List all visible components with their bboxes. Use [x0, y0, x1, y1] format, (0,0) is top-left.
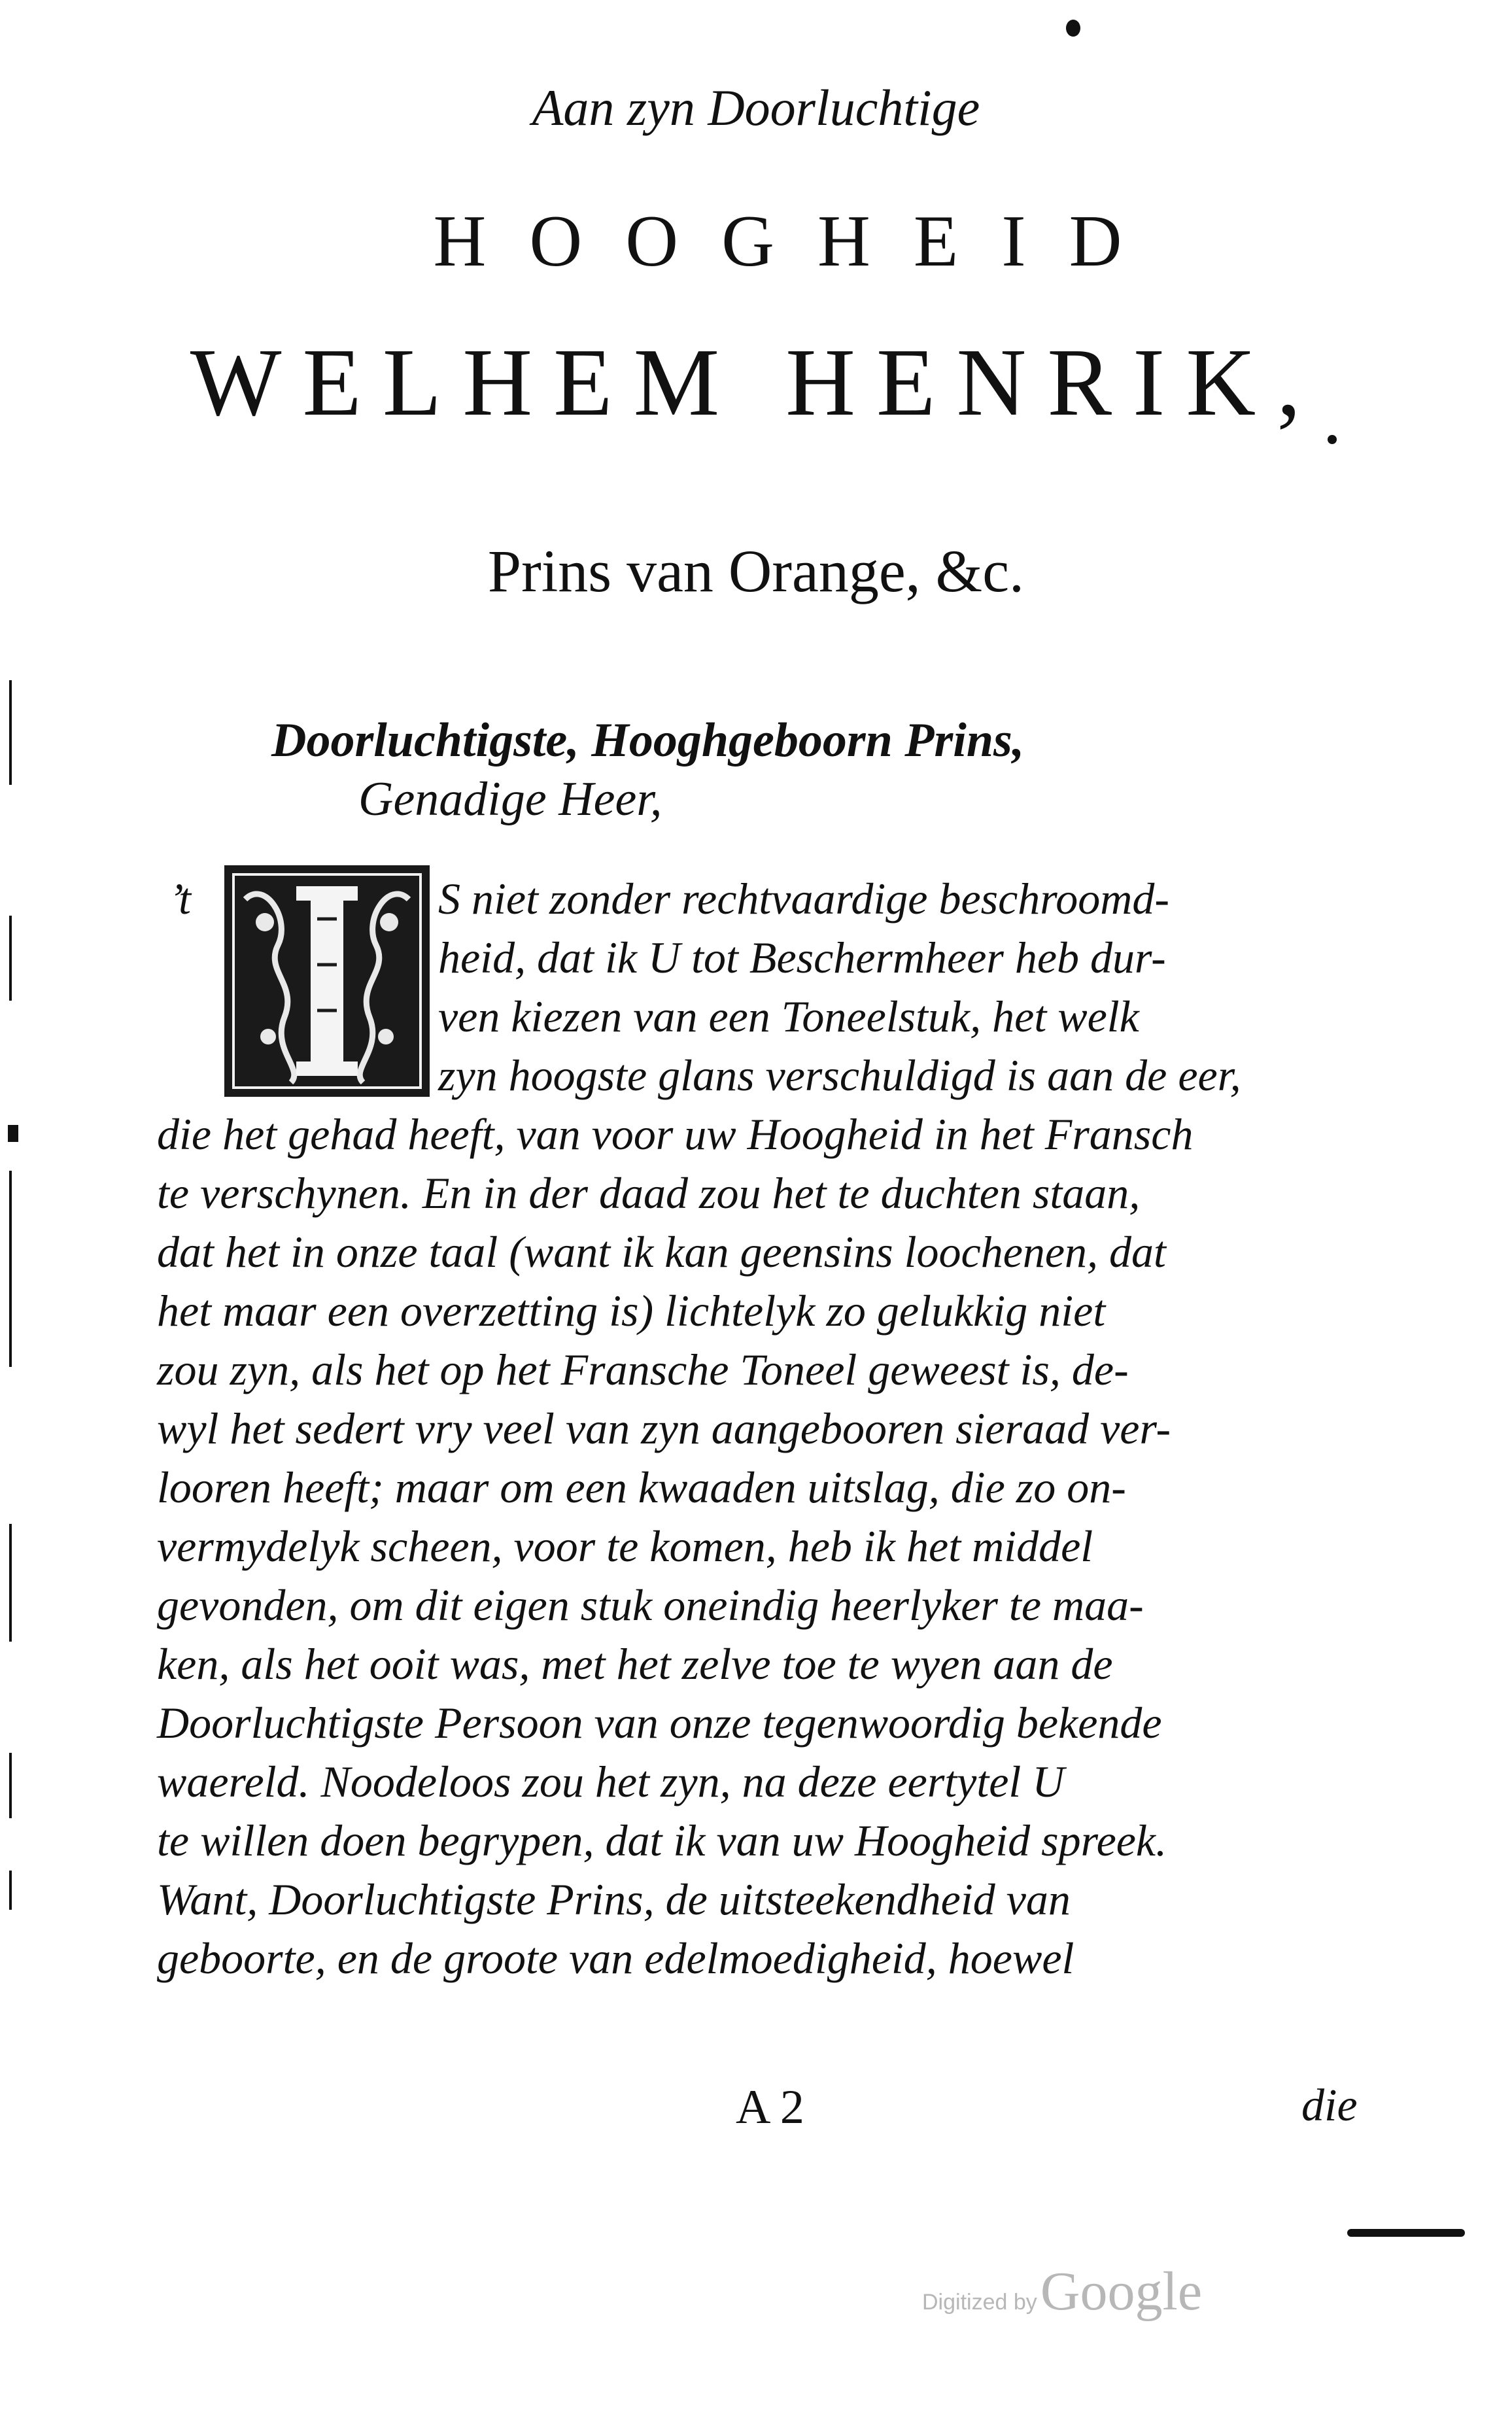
- body-line: S niet zonder rechtvaardige beschroomd-: [438, 874, 1169, 923]
- salutation-line-2: Genadige Heer,: [358, 772, 662, 826]
- body-line: ken, als het ooit was, met het zelve toe te wyen aan de: [157, 1639, 1113, 1689]
- margin-mark: [9, 916, 12, 1001]
- body-line: vermydelyk scheen, voor te komen, heb ik het middel: [157, 1521, 1093, 1571]
- digitized-prefix: Digitized by: [922, 2290, 1037, 2315]
- body-line: looren heeft; maar om een kwaaden uitslag, die zo on-: [157, 1462, 1126, 1512]
- title-hoogheid: HOOGHEID: [433, 201, 1165, 282]
- body-line: het maar een overzetting is) lichtelyk zo gelukkig niet: [157, 1286, 1106, 1336]
- title-name: WELHEM HENRIK,: [190, 329, 1322, 436]
- body-line: Doorluchtigste Persoon van onze tegenwoordig bekende: [157, 1698, 1162, 1748]
- title-prince-of-orange: Prins van Orange, &c.: [487, 538, 1025, 604]
- body-line: te willen doen begrypen, dat ik van uw Hoogheid spreek.: [157, 1816, 1167, 1865]
- body-line: zyn hoogste glans verschuldigd is aan de eer,: [438, 1050, 1241, 1100]
- margin-mark: [9, 1871, 12, 1910]
- signature-mark: A 2: [736, 2080, 804, 2134]
- body-line: zou zyn, als het op het Fransche Toneel geweest is, de-: [157, 1345, 1129, 1394]
- body-line: Want, Doorluchtigste Prins, de uitsteekendheid van: [157, 1874, 1071, 1924]
- salutation-line-1: Doorluchtigste, Hooghgeboorn Prins,: [271, 714, 1025, 767]
- catchword: die: [1301, 2080, 1358, 2131]
- margin-mark: [9, 680, 12, 785]
- google-wordmark: Google: [1040, 2261, 1203, 2322]
- margin-mark: [9, 1524, 12, 1642]
- body-line: gevonden, om dit eigen stuk oneindig heerlyker te maa-: [157, 1580, 1144, 1630]
- body-line: dat het in onze taal (want ik kan geensins loochenen, dat: [157, 1227, 1166, 1277]
- ink-speck: [8, 1125, 18, 1142]
- body-line: die het gehad heeft, van voor uw Hoogheid in het Fransch: [157, 1109, 1194, 1159]
- lead-in-text: ’t: [169, 874, 191, 923]
- margin-mark: [9, 1753, 12, 1818]
- body-line: geboorte, en de groote van edelmoedigheid, hoewel: [157, 1933, 1074, 1983]
- ink-speck: [1328, 435, 1337, 444]
- ink-speck: [1066, 20, 1080, 37]
- body-line: te verschynen. En in der daad zou het te duchten staan,: [157, 1168, 1141, 1218]
- digitized-watermark: [922, 2260, 1202, 2323]
- addressee-line: Aan zyn Doorluchtige: [532, 79, 980, 136]
- ink-smudge: [1347, 2229, 1465, 2237]
- body-line: ven kiezen van een Toneelstuk, het welk: [438, 992, 1139, 1041]
- body-line: wyl het sedert vry veel van zyn aangebooren sieraad ver-: [157, 1404, 1171, 1453]
- body-line: waereld. Noodeloos zou het zyn, na deze eertytel U: [157, 1757, 1065, 1806]
- margin-mark: [9, 1171, 12, 1367]
- body-line: heid, dat ik U tot Beschermheer heb dur-: [438, 933, 1166, 982]
- ornamental-initial-i-icon: [219, 860, 435, 1102]
